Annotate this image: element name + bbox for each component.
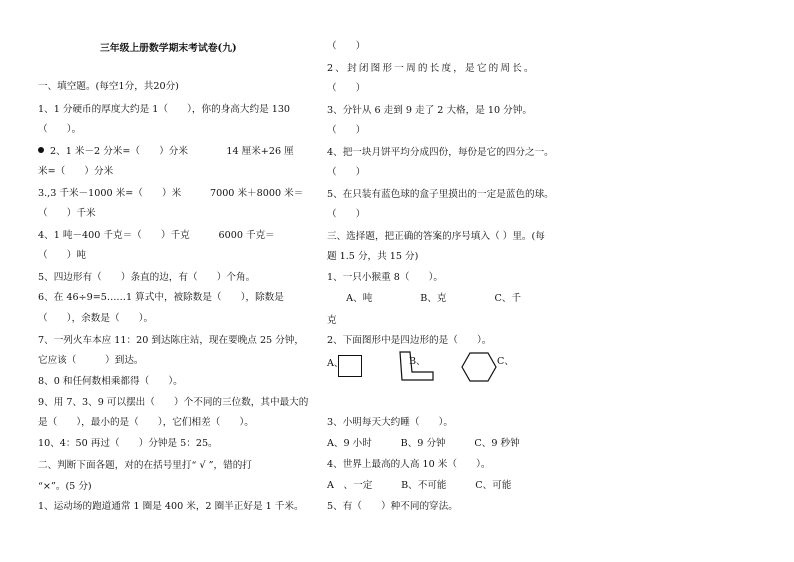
question-5: 5、四边形有（ ）条直的边，有（ ）个角。 bbox=[38, 272, 256, 283]
question-3-line1: 3.,3 千米－1000 米=（ ）米 7000 米＋8000 米＝ bbox=[38, 188, 304, 199]
question-7-line1: 7、一列火车本应 11：20 到达陈庄站，现在要晚点 25 分钟， bbox=[38, 335, 304, 346]
section3-heading-line2: 题 1.5 分，共 15 分) bbox=[327, 251, 419, 262]
question-2-line1 bbox=[38, 146, 294, 158]
hexagon-outline bbox=[462, 353, 496, 381]
choice-2-option-a-label: A、 bbox=[327, 358, 344, 369]
section1-heading: 一、填空题。(每空1分，共20分) bbox=[38, 81, 179, 92]
choice-2-option-c-label: C、 bbox=[497, 356, 514, 367]
choice-4: 4、世界上最高的人高 10 米（ ）。 bbox=[327, 459, 491, 470]
choice-2: 2、下面图形中是四边形的是（ ）。 bbox=[327, 335, 492, 346]
choice-1: 1、一只小猴重 8（ ）。 bbox=[327, 272, 443, 283]
section2-heading-line2: “×”。(5 分) bbox=[38, 481, 92, 492]
question-6-line2: （ ），余数是（ ）。 bbox=[38, 313, 154, 324]
question-9-line2: 是（ ），最小的是（ ），它们相差（ ）。 bbox=[38, 417, 254, 428]
hexagon-shape bbox=[461, 352, 497, 382]
judgement-5-line2: （ ） bbox=[327, 209, 366, 220]
question-2-line2: 米=（ ）分米 bbox=[38, 166, 114, 177]
question-4-line2: （ ）吨 bbox=[38, 250, 86, 261]
choice-1-options: A、吨 B、克 C、千 bbox=[327, 293, 522, 304]
page-title: 三年级上册数学期末考试卷(九) bbox=[100, 43, 237, 54]
question-1-line2: （ ）。 bbox=[38, 124, 82, 135]
square-shape bbox=[338, 355, 362, 377]
question-2-text: 2、1 米－2 分米=（ ）分米 14 厘米+26 厘 bbox=[50, 146, 294, 157]
choice-4-options: A 、一定 B、不可能 C、可能 bbox=[327, 480, 512, 491]
judgement-5-line1: 5、在只装有蓝色球的盒子里摸出的一定是蓝色的球。 bbox=[327, 189, 554, 200]
choice-5: 5、有（ ）种不同的穿法。 bbox=[327, 501, 458, 512]
section3-heading-line1: 三、选择题，把正确的答案的序号填入（ ）里。(每 bbox=[327, 231, 545, 242]
choice-1-options-cont: 克 bbox=[327, 315, 337, 326]
judgement-4-line2: （ ） bbox=[327, 167, 366, 178]
question-10: 10、4：50 再过（ ）分钟是 5：25。 bbox=[38, 438, 218, 449]
question-4-line1: 4、1 吨－400 千克＝（ ）千克 6000 千克＝ bbox=[38, 230, 275, 241]
question-1-line1: 1、1 分硬币的厚度大约是 1（ ），你的身高大约是 130 bbox=[38, 104, 291, 115]
question-3-line2: （ ）千米 bbox=[38, 208, 96, 219]
judgement-4-line1: 4、把一块月饼平均分成四份，每份是它的四分之一。 bbox=[327, 147, 554, 158]
choice-2-option-b-label: B、 bbox=[409, 356, 426, 367]
judgement-3-line1: 3、分针从 6 走到 9 走了 2 大格，是 10 分钟。 bbox=[327, 105, 532, 116]
choice-3-options: A、9 小时 B、9 分钟 C、9 秒钟 bbox=[327, 438, 520, 449]
judgement-2-line2: （ ） bbox=[327, 83, 366, 94]
question-7-line2: 它应该（ ）到达。 bbox=[38, 355, 144, 366]
section2-heading-line1: 二、判断下面各题，对的在括号里打“ √ ”，错的打 bbox=[38, 460, 252, 471]
judgement-3-line2: （ ） bbox=[327, 125, 366, 136]
bullet-icon bbox=[38, 147, 44, 153]
judgement-1: 1、运动场的跑道通常 1 圈是 400 米，2 圈半正好是 1 千米。 bbox=[38, 501, 304, 512]
question-8: 8、0 和任何数相乘都得（ ）。 bbox=[38, 376, 183, 387]
judgement-2-line1: 2、封闭图形一周的长度，是它的周长。 bbox=[327, 63, 536, 74]
question-9-line1: 9、用 7、3、9 可以摆出（ ）个不同的三位数，其中最大的 bbox=[38, 397, 309, 408]
question-6-line1: 6、在 46÷9=5……1 算式中，被除数是（ ），除数是 bbox=[38, 292, 284, 303]
judgement-1-paren: （ ） bbox=[327, 41, 366, 52]
choice-3: 3、小明每天大约睡（ ）。 bbox=[327, 417, 454, 428]
